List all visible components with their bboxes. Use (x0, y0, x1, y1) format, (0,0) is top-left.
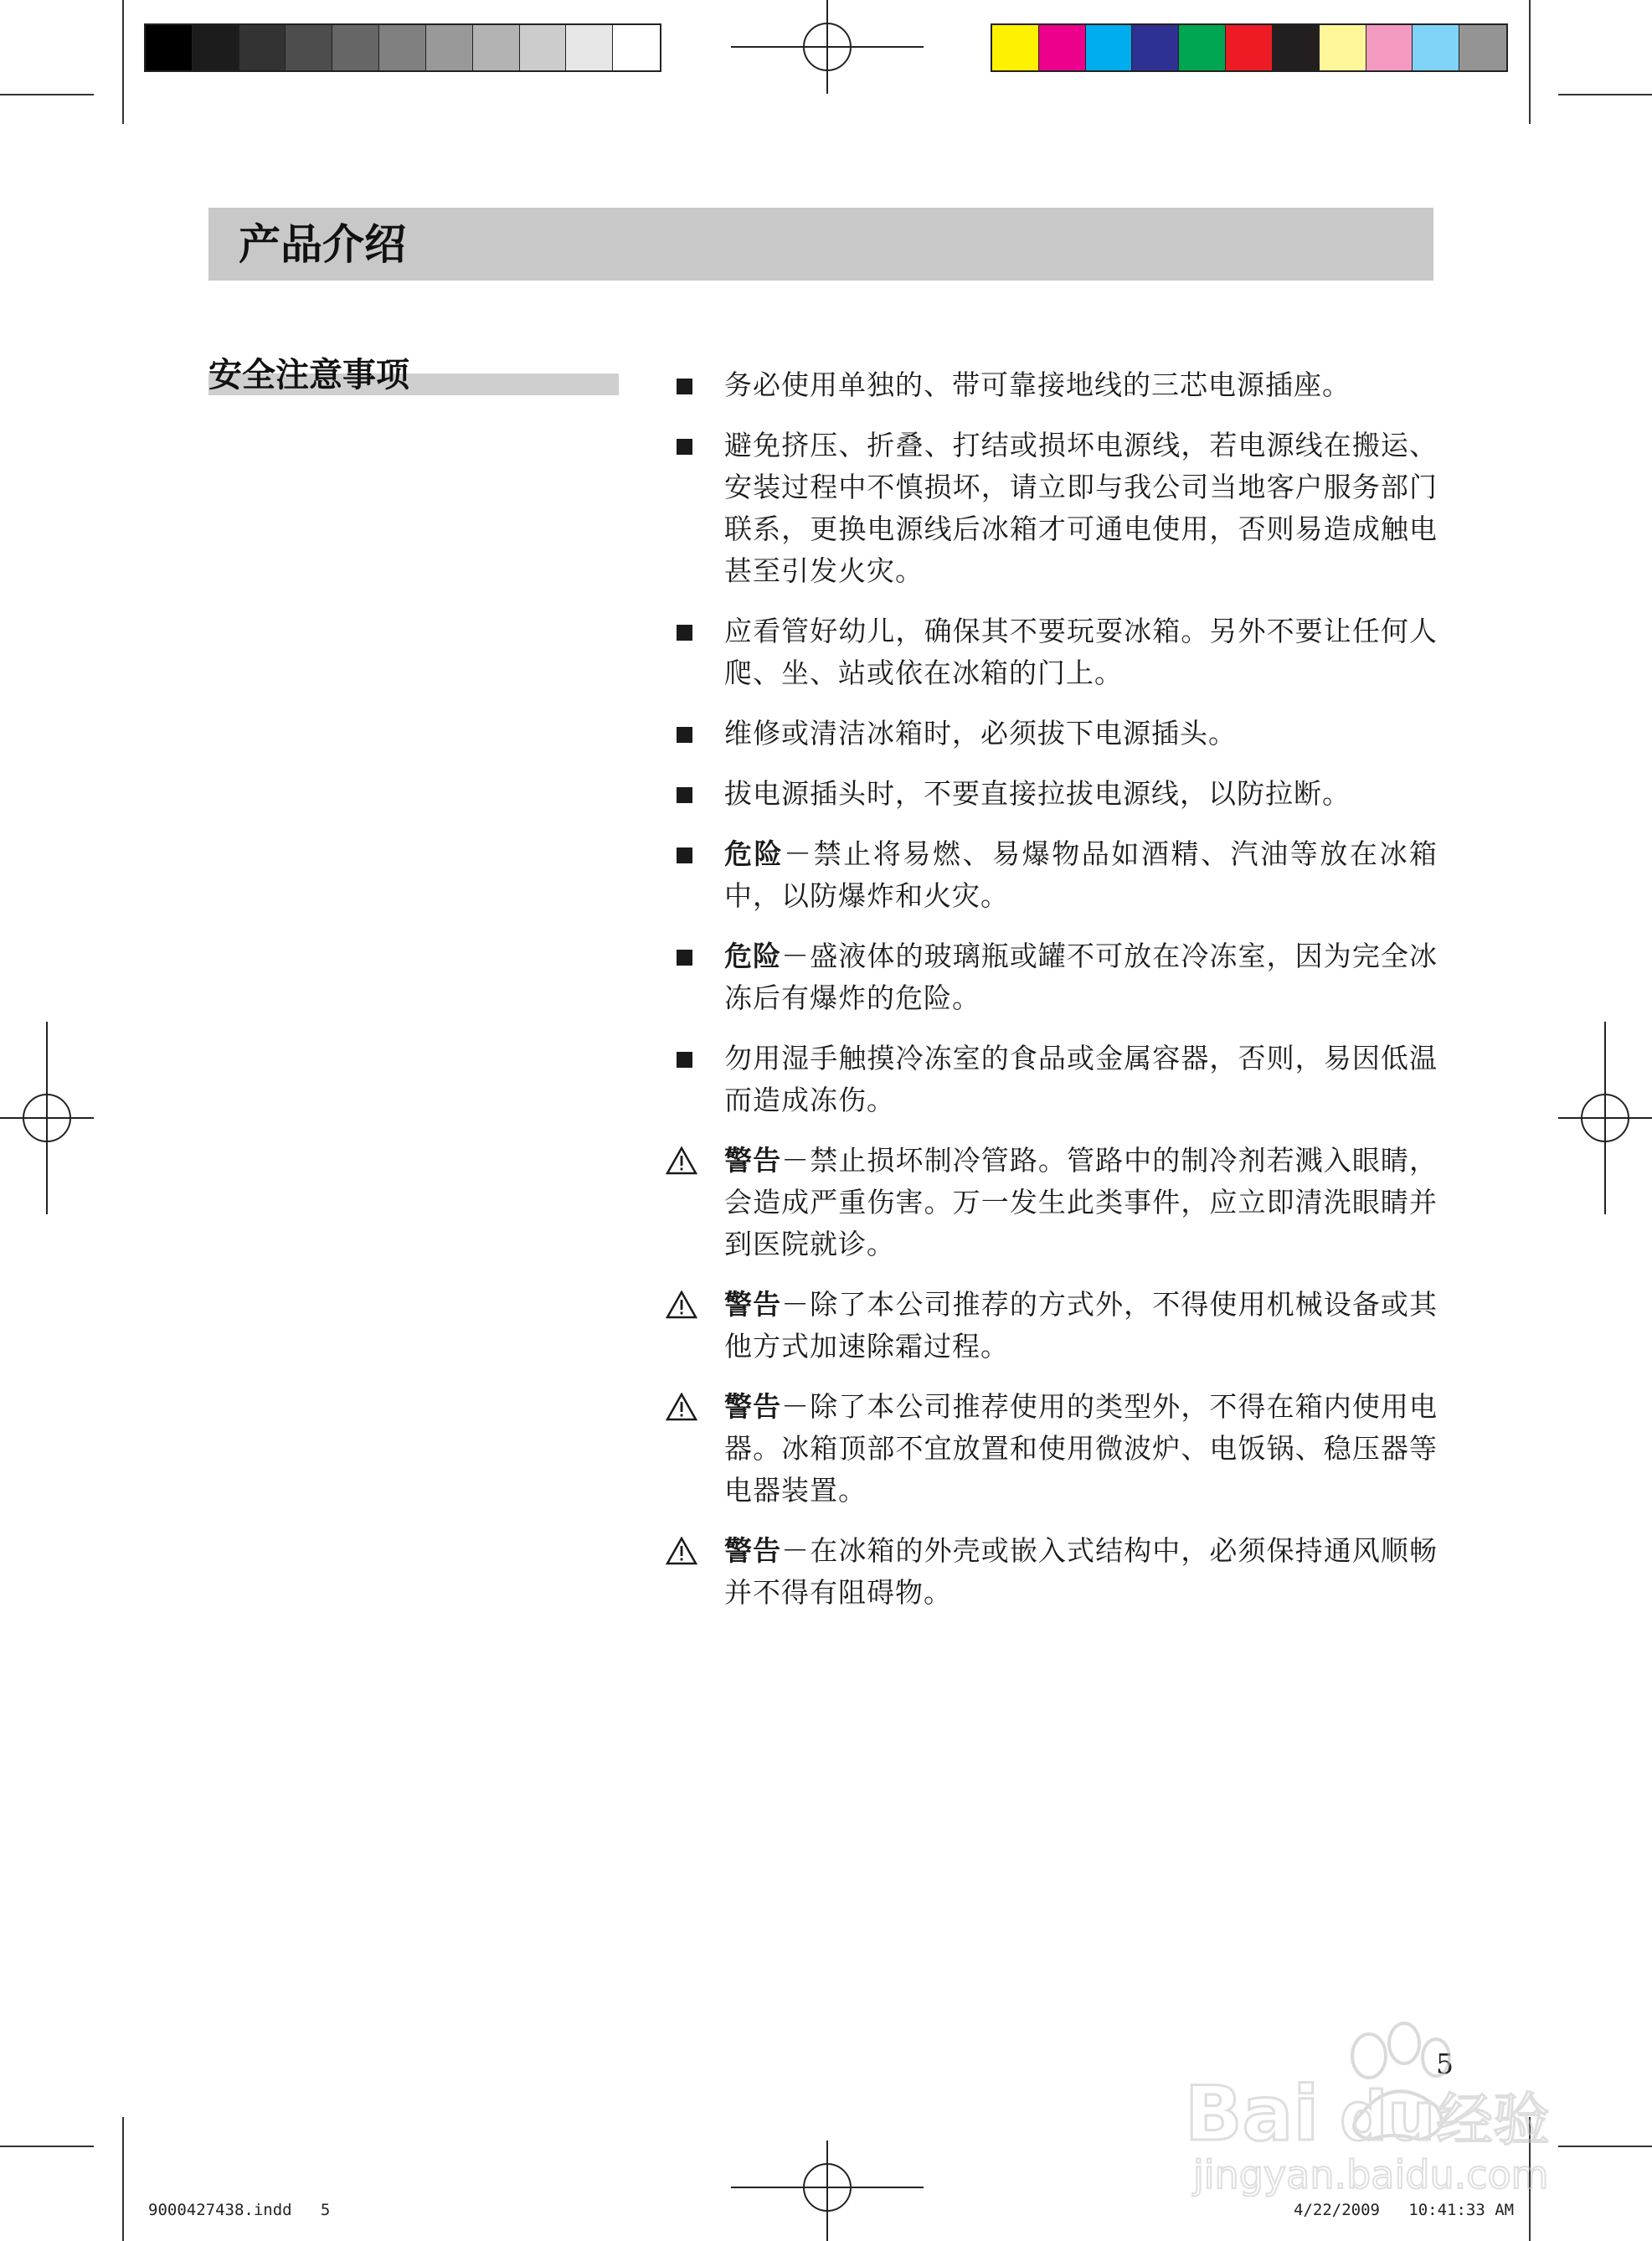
warning-label: 危险 (724, 940, 782, 972)
page-number: 5 (1436, 2048, 1454, 2080)
item-body-text: 勿用湿手触摸冷冻室的食品或金属容器，否则，易因低温而造成冻伤。 (724, 1042, 1438, 1116)
safety-item (667, 713, 1438, 755)
svg-text:经验: 经验 (1436, 2088, 1551, 2154)
color-swatch (992, 25, 1039, 70)
warning-label: 警告 (724, 1390, 782, 1423)
item-body-text: 避免挤压、折叠、打结或损坏电源线，若电源线在搬运、安装过程中不慎损坏，请立即与我公司当地客户服务部门联系，更换电源线后冰箱才可通电使用，否则易造成触电甚至引发火灾。 (724, 429, 1438, 587)
square-bullet-icon (677, 439, 692, 455)
svg-text:jingyan.baidu.com: jingyan.baidu.com (1193, 2152, 1549, 2197)
registration-mark-icon (1552, 1022, 1652, 1214)
warning-label: 危险 (724, 837, 785, 870)
crop-mark (122, 2117, 124, 2241)
safety-item (667, 610, 1438, 694)
warning-triangle-icon (666, 1393, 697, 1421)
square-bullet-icon (677, 625, 692, 641)
safety-item-text (724, 1038, 1438, 1121)
safety-item-list (667, 364, 1438, 1632)
color-swatch (1039, 25, 1086, 70)
color-swatch (146, 25, 193, 70)
safety-item (667, 1140, 1438, 1265)
item-body-text: －除了本公司推荐使用的类型外，不得在箱内使用电器。冰箱顶部不宜放置和使用微波炉、电饭锅、稳压器等电器装置。 (724, 1390, 1438, 1507)
item-body-text: －禁止损坏制冷管路。管路中的制冷剂若溅入眼睛，会造成严重伤害。万一发生此类事件，应立即清洗眼睛并到医院就诊。 (724, 1144, 1438, 1260)
section-title: 安全注意事项 (208, 356, 409, 394)
crop-mark (1558, 94, 1652, 95)
square-bullet-icon (677, 950, 692, 966)
color-swatch (1179, 25, 1226, 70)
safety-item (667, 773, 1438, 815)
crop-mark (1558, 2146, 1652, 2147)
safety-item (667, 1284, 1438, 1368)
color-swatch (379, 25, 426, 70)
square-bullet-icon (677, 787, 692, 803)
footer-timestamp: 4/22/2009 10:41:33 AM (1294, 2201, 1515, 2219)
svg-text:du: du (1340, 2078, 1436, 2156)
item-body-text: －除了本公司推荐的方式外，不得使用机械设备或其他方式加速除霜过程。 (724, 1288, 1438, 1363)
color-swatch (566, 25, 613, 70)
safety-item (667, 1038, 1438, 1121)
header-band (208, 208, 1433, 281)
color-swatch (286, 25, 332, 70)
safety-item (667, 1530, 1438, 1614)
section-heading (208, 355, 619, 397)
color-swatch (239, 25, 286, 70)
safety-item-text (724, 1530, 1438, 1614)
registration-mark-icon (0, 1022, 100, 1214)
page-title: 产品介绍 (239, 220, 406, 269)
safety-item-text (724, 425, 1438, 592)
color-control-bar (991, 23, 1508, 72)
square-bullet-icon (677, 727, 692, 743)
color-swatch (1320, 25, 1366, 70)
safety-item-text (724, 773, 1438, 815)
safety-item-text (724, 610, 1438, 694)
warning-label: 警告 (724, 1288, 782, 1321)
safety-item-text (724, 935, 1438, 1019)
registration-mark-icon (731, 2134, 924, 2241)
safety-item-text (724, 1386, 1438, 1512)
item-body-text: 维修或清洁冰箱时，必须拔下电源插头。 (724, 717, 1237, 750)
color-swatch (426, 25, 473, 70)
item-body-text: 务必使用单独的、带可靠接地线的三芯电源插座。 (724, 368, 1351, 401)
safety-item (667, 833, 1438, 917)
crop-mark (0, 2146, 94, 2147)
safety-item (667, 425, 1438, 592)
safety-item-text (724, 364, 1438, 406)
square-bullet-icon (677, 847, 692, 863)
color-swatch (193, 25, 239, 70)
grayscale-control-bar (144, 23, 661, 72)
safety-item (667, 1386, 1438, 1512)
color-swatch (473, 25, 520, 70)
baidu-watermark-logo (1168, 2006, 1553, 2198)
warning-triangle-icon (666, 1291, 697, 1319)
color-swatch (332, 25, 379, 70)
warning-label: 警告 (724, 1144, 782, 1177)
crop-mark (0, 94, 94, 95)
item-body-text: －禁止将易燃、易爆物品如酒精、汽油等放在冰箱中，以防爆炸和火灾。 (724, 837, 1438, 912)
color-swatch (613, 25, 660, 70)
square-bullet-icon (677, 1052, 692, 1068)
color-swatch (1226, 25, 1273, 70)
color-swatch (1366, 25, 1413, 70)
crop-mark (122, 0, 124, 124)
safety-item-text (724, 833, 1438, 917)
color-swatch (1459, 25, 1506, 70)
safety-item-text (724, 1284, 1438, 1368)
footer-file-slug: 9000427438.indd 5 (148, 2201, 331, 2219)
color-swatch (520, 25, 567, 70)
color-swatch (1413, 25, 1459, 70)
color-swatch (1086, 25, 1133, 70)
color-swatch (1132, 25, 1179, 70)
item-body-text: 应看管好幼儿，确保其不要玩耍冰箱。另外不要让任何人爬、坐、站或依在冰箱的门上。 (724, 615, 1438, 689)
svg-text:Bai: Bai (1185, 2070, 1320, 2158)
color-swatch (1273, 25, 1320, 70)
item-body-text: －在冰箱的外壳或嵌入式结构中，必须保持通风顺畅并不得有阻碍物。 (724, 1534, 1438, 1609)
crop-mark (1529, 0, 1531, 124)
square-bullet-icon (677, 379, 692, 394)
warning-label: 警告 (724, 1534, 782, 1567)
item-body-text: 拔电源插头时，不要直接拉拔电源线，以防拉断。 (724, 777, 1351, 810)
safety-item-text (724, 1140, 1438, 1265)
warning-triangle-icon (666, 1146, 697, 1175)
safety-item-text (724, 713, 1438, 755)
warning-triangle-icon (666, 1537, 697, 1565)
registration-mark-icon (731, 0, 924, 100)
safety-item (667, 364, 1438, 406)
item-body-text: －盛液体的玻璃瓶或罐不可放在冷冻室，因为完全冰冻后有爆炸的危险。 (724, 940, 1438, 1014)
safety-item (667, 935, 1438, 1019)
